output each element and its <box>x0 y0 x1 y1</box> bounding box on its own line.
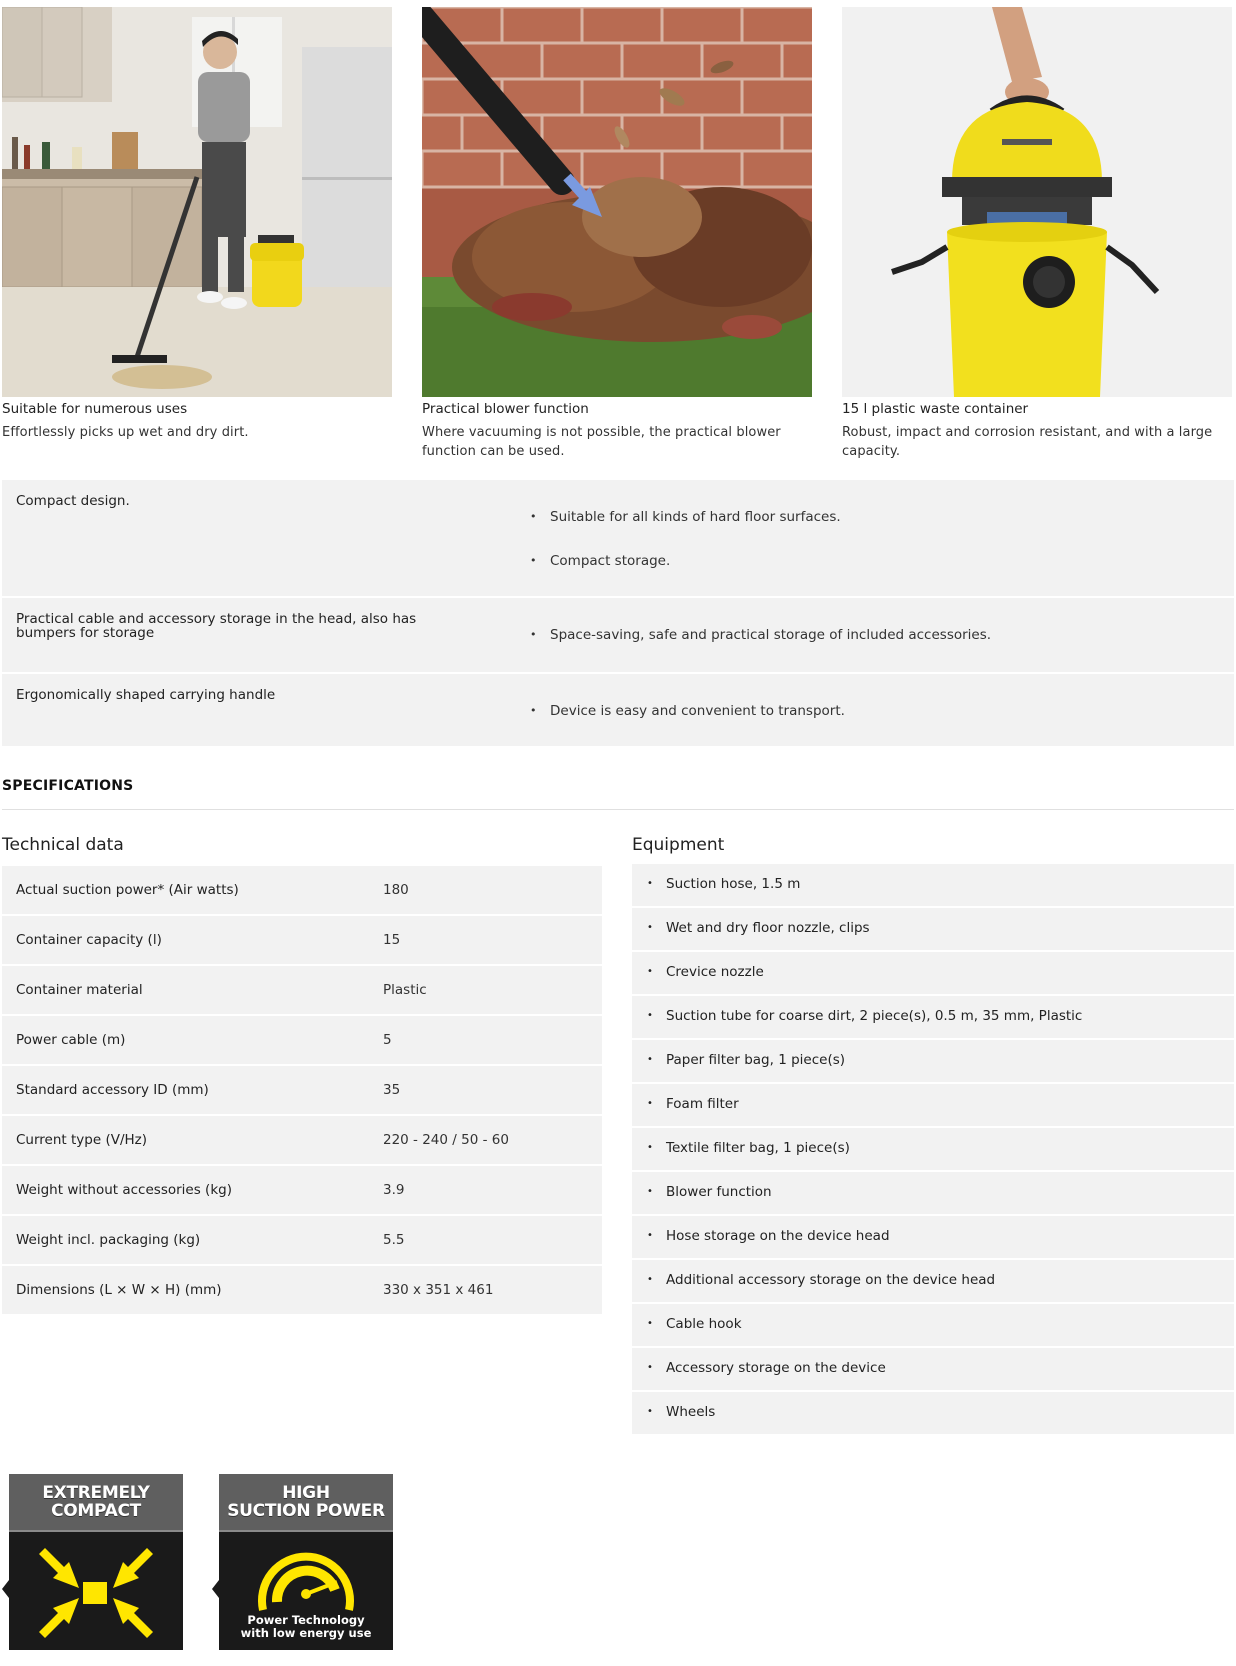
feature-card-blower <box>422 7 812 461</box>
feature-card-uses <box>2 7 392 442</box>
table-row <box>2 1166 602 1216</box>
list-item: • Paper filter bag, 1 piece(s) <box>632 1040 1234 1084</box>
equipment-item: Paper filter bag, 1 piece(s) <box>666 1052 846 1068</box>
spec-key: Standard accessory ID (mm) <box>16 1082 209 1098</box>
table-row <box>2 1016 602 1066</box>
feature-description: Where vacuuming is not possible, the practical blower function can be used. <box>422 425 781 459</box>
spec-key: Container capacity (l) <box>16 932 162 948</box>
list-item: • Additional accessory storage on the device head <box>632 1260 1234 1304</box>
benefit-points <box>530 702 845 746</box>
list-item: • Wheels <box>632 1392 1234 1436</box>
list-item: • Accessory storage on the device <box>632 1348 1234 1392</box>
list-item: • Crevice nozzle <box>632 952 1234 996</box>
list-item: • Suction hose, 1.5 m <box>632 864 1234 908</box>
feature-title: 15 l plastic waste container <box>842 401 1029 417</box>
feature-title: Practical blower function <box>422 401 589 417</box>
benefit-point: • Space-saving, safe and practical storage of included accessories. <box>530 626 991 670</box>
spec-key: Actual suction power* (Air watts) <box>16 882 239 898</box>
technical-data-table <box>2 866 602 1316</box>
list-item: • Cable hook <box>632 1304 1234 1348</box>
spec-key: Dimensions (L × W × H) (mm) <box>16 1282 222 1298</box>
benefit-label: Compact design. <box>16 493 130 509</box>
benefits-table <box>2 480 1234 746</box>
divider <box>2 809 1234 810</box>
benefit-label: Practical cable and accessory storage in the head, also has bumpers for storage <box>16 611 417 641</box>
list-item: • Wet and dry floor nozzle, clips <box>632 908 1234 952</box>
benefit-points <box>530 626 991 670</box>
equipment-item: Wet and dry floor nozzle, clips <box>666 920 870 936</box>
benefit-point: • Device is easy and convenient to transport. <box>530 702 845 746</box>
table-row <box>2 916 602 966</box>
kitchen-cleaning-photo <box>2 7 392 397</box>
badge-caption: Power Technology with low energy use <box>240 1613 372 1640</box>
badge-title: HIGH SUCTION POWER <box>219 1474 393 1530</box>
spec-key: Weight incl. packaging (kg) <box>16 1232 201 1248</box>
spec-key: Weight without accessories (kg) <box>16 1182 232 1198</box>
compact-arrows-icon <box>9 1530 183 1650</box>
badge-notch <box>212 1580 219 1598</box>
spec-value: 3.9 <box>383 1182 405 1198</box>
yellow-container-photo <box>842 7 1232 397</box>
list-item: • Foam filter <box>632 1084 1234 1128</box>
equipment-item: Suction hose, 1.5 m <box>666 876 801 892</box>
table-row <box>2 966 602 1016</box>
list-item: • Hose storage on the device head <box>632 1216 1234 1260</box>
spec-value: 180 <box>383 882 409 898</box>
gauge-icon <box>219 1530 393 1650</box>
feature-gallery <box>2 7 1234 462</box>
benefit-point: • Suitable for all kinds of hard floor surfaces. <box>530 508 841 552</box>
equipment-item: Hose storage on the device head <box>666 1228 890 1244</box>
spec-value: Plastic <box>383 982 427 998</box>
table-row <box>2 1266 602 1316</box>
badge-high-suction-power <box>219 1474 393 1650</box>
list-item: • Textile filter bag, 1 piece(s) <box>632 1128 1234 1172</box>
badge-notch <box>2 1580 9 1598</box>
equipment-item: Additional accessory storage on the device head <box>666 1272 996 1288</box>
spec-value: 15 <box>383 932 401 948</box>
benefit-row <box>2 598 1234 674</box>
spec-value: 35 <box>383 1082 401 1098</box>
benefit-label: Ergonomically shaped carrying handle <box>16 687 276 703</box>
equipment-item: Wheels <box>666 1404 716 1420</box>
table-row <box>2 1066 602 1116</box>
benefit-points <box>530 508 841 596</box>
feature-card-container <box>842 7 1232 461</box>
feature-title: Suitable for numerous uses <box>2 401 188 417</box>
feature-description: Robust, impact and corrosion resistant, and with a large capacity. <box>842 425 1213 459</box>
spec-value: 330 x 351 x 461 <box>383 1282 494 1298</box>
spec-key: Power cable (m) <box>16 1032 126 1048</box>
badge-title: EXTREMELY COMPACT <box>9 1474 183 1530</box>
benefit-point: • Compact storage. <box>530 552 841 596</box>
benefit-row <box>2 480 1234 598</box>
feature-description: Effortlessly picks up wet and dry dirt. <box>2 425 249 440</box>
list-item: • Suction tube for coarse dirt, 2 piece(s), 0.5 m, 35 mm, Plastic <box>632 996 1234 1040</box>
spec-value: 5.5 <box>383 1232 405 1248</box>
equipment-title: Equipment <box>632 835 725 855</box>
benefit-row <box>2 674 1234 746</box>
spec-key: Current type (V/Hz) <box>16 1132 147 1148</box>
list-item: • Blower function <box>632 1172 1234 1216</box>
equipment-item: Foam filter <box>666 1096 739 1112</box>
spec-key: Container material <box>16 982 143 998</box>
spec-value: 220 - 240 / 50 - 60 <box>383 1132 509 1148</box>
equipment-item: Blower function <box>666 1184 772 1200</box>
specifications-heading: SPECIFICATIONS <box>2 778 134 794</box>
leaf-blower-photo <box>422 7 812 397</box>
equipment-item: Textile filter bag, 1 piece(s) <box>666 1140 850 1156</box>
equipment-item: Cable hook <box>666 1316 742 1332</box>
equipment-item: Crevice nozzle <box>666 964 764 980</box>
spec-value: 5 <box>383 1032 392 1048</box>
equipment-item: Suction tube for coarse dirt, 2 piece(s), 0.5 m, 35 mm, Plastic <box>666 1008 1083 1024</box>
badge-extremely-compact <box>9 1474 183 1650</box>
table-row <box>2 866 602 916</box>
table-row <box>2 1116 602 1166</box>
equipment-list <box>632 864 1234 1436</box>
table-row <box>2 1216 602 1266</box>
technical-data-title: Technical data <box>2 835 124 855</box>
equipment-item: Accessory storage on the device <box>666 1360 886 1376</box>
